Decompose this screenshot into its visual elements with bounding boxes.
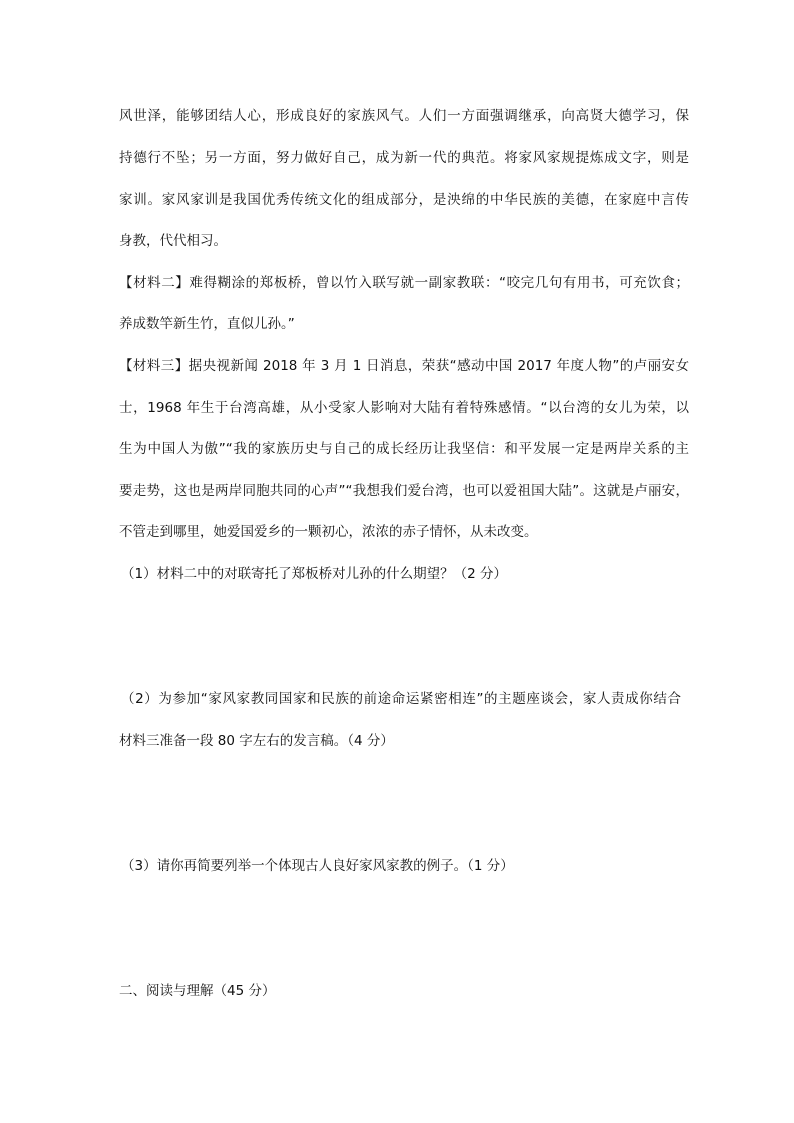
- material-three-line-3: 生为中国人为傲”“我的家族历史与自己的成长经历让我坚信：和平发展一定是两岸关系的主: [119, 441, 689, 457]
- material-three-line-5: 不管走到哪里，她爱国爱乡的一颗初心，浓浓的赤子情怀，从未改变。: [119, 524, 538, 540]
- intro-line-1: 风世泽，能够团结人心，形成良好的家族风气。人们一方面强调继承，向高贤大德学习，保: [119, 108, 689, 124]
- section-heading: 二、阅读与理解（45 分）: [119, 983, 276, 999]
- intro-line-3: 家训。家风家训是我国优秀传统文化的组成部分，是泱绵的中华民族的美德，在家庭中言传: [119, 192, 689, 208]
- question-2-line-2: 材料三准备一段 80 字左右的发言稿。（4 分）: [119, 733, 394, 749]
- material-two-line-1: 【材料二】难得糊涂的郑板桥，曾以竹入联写就一副家教联：“咬完几句有用书，可充饮食；: [119, 275, 689, 291]
- intro-line-4: 身教，代代相习。: [119, 233, 227, 249]
- intro-line-2: 持德行不坠；另一方面，努力做好自己，成为新一代的典范。将家风家规提炼成文字，则是: [119, 150, 689, 166]
- material-two-line-2: 养成数竿新生竹，直似儿孙。”: [119, 316, 295, 332]
- material-three-line-4: 要走势，这也是两岸同胞共同的心声”“我想我们爱台湾，也可以爱祖国大陆”。这就是卢丽安，: [119, 483, 689, 499]
- material-three-line-1: 【材料三】据央视新闻 2018 年 3 月 1 日消息，荣获“感动中国 2017 年度人物”的卢丽安女: [119, 358, 689, 374]
- question-2-line-1: （2）为参加“家风家教同国家和民族的前途命运紧密相连”的主题座谈会，家人责成你结合: [121, 691, 681, 707]
- question-1: （1）材料二中的对联寄托了郑板桥对儿孙的什么期望？（2 分）: [121, 566, 507, 582]
- material-three-line-2: 士，1968 年生于台湾高雄，从小受家人影响对大陆有着特殊感情。“以台湾的女儿为荣，以: [119, 400, 689, 416]
- question-3: （3）请你再简要列举一个体现古人良好家风家教的例子。（1 分）: [121, 858, 514, 874]
